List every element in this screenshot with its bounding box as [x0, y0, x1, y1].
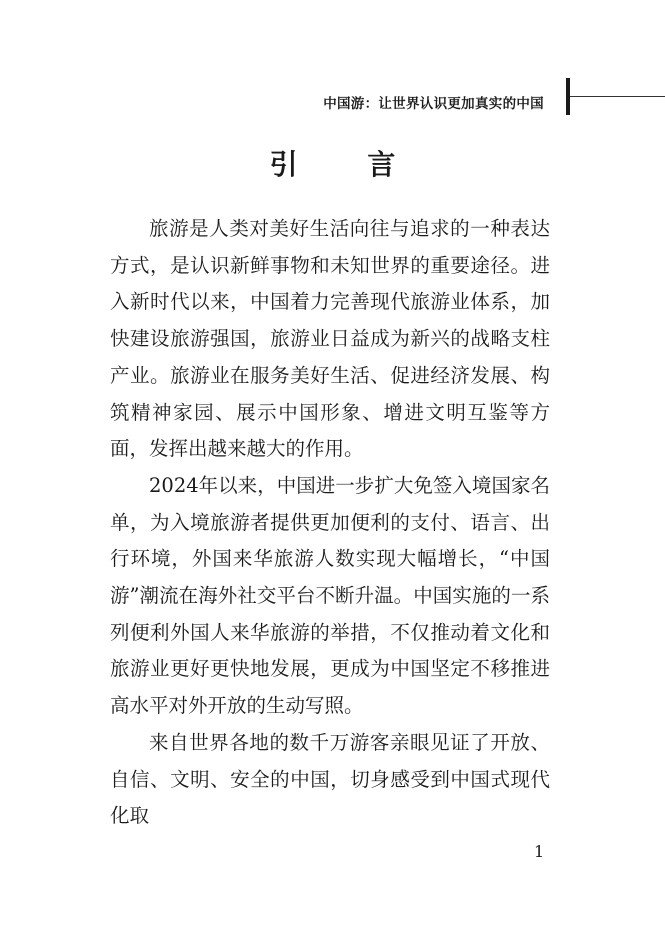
- paragraph: 来自世界各地的数千万游客亲眼见证了开放、自信、文明、安全的中国，切身感受到中国式现代化取: [110, 730, 550, 828]
- header-rule-horizontal: [570, 96, 665, 97]
- running-header: [0, 0, 665, 120]
- paragraph: 旅游是人类对美好生活向往与追求的一种表达方式，是认识新鲜事物和未知世界的重要途径。进入新时代以来，中国着力完善现代旅游业体系，加快建设旅游强国，旅游业日益成为新兴的战略支柱产业。旅游业在服务美好生活、促进经济发展、构筑精神家园、展示中国形象、增进文明互鉴等方面，发挥出越来越大的作用。: [110, 217, 550, 461]
- paragraph: 2024年以来，中国进一步扩大免签入境国家名单，为入境旅游者提供更加便利的支付、语言、出行环境，外国来华旅游人数实现大幅增长，“中国游”潮流在海外社交平台不断升温。中国实施的一系列便利外国人来华旅游的举措，不仅推动着文化和旅游业更好更快地发展，更成为中国坚定不移推进高水平对外开放的生动写照。: [110, 473, 550, 718]
- body-text: [110, 211, 550, 835]
- page-number: 1: [534, 842, 545, 861]
- section-title: 引 言: [269, 148, 426, 181]
- running-header-title: 中国游：让世界认识更加真实的中国: [323, 96, 544, 112]
